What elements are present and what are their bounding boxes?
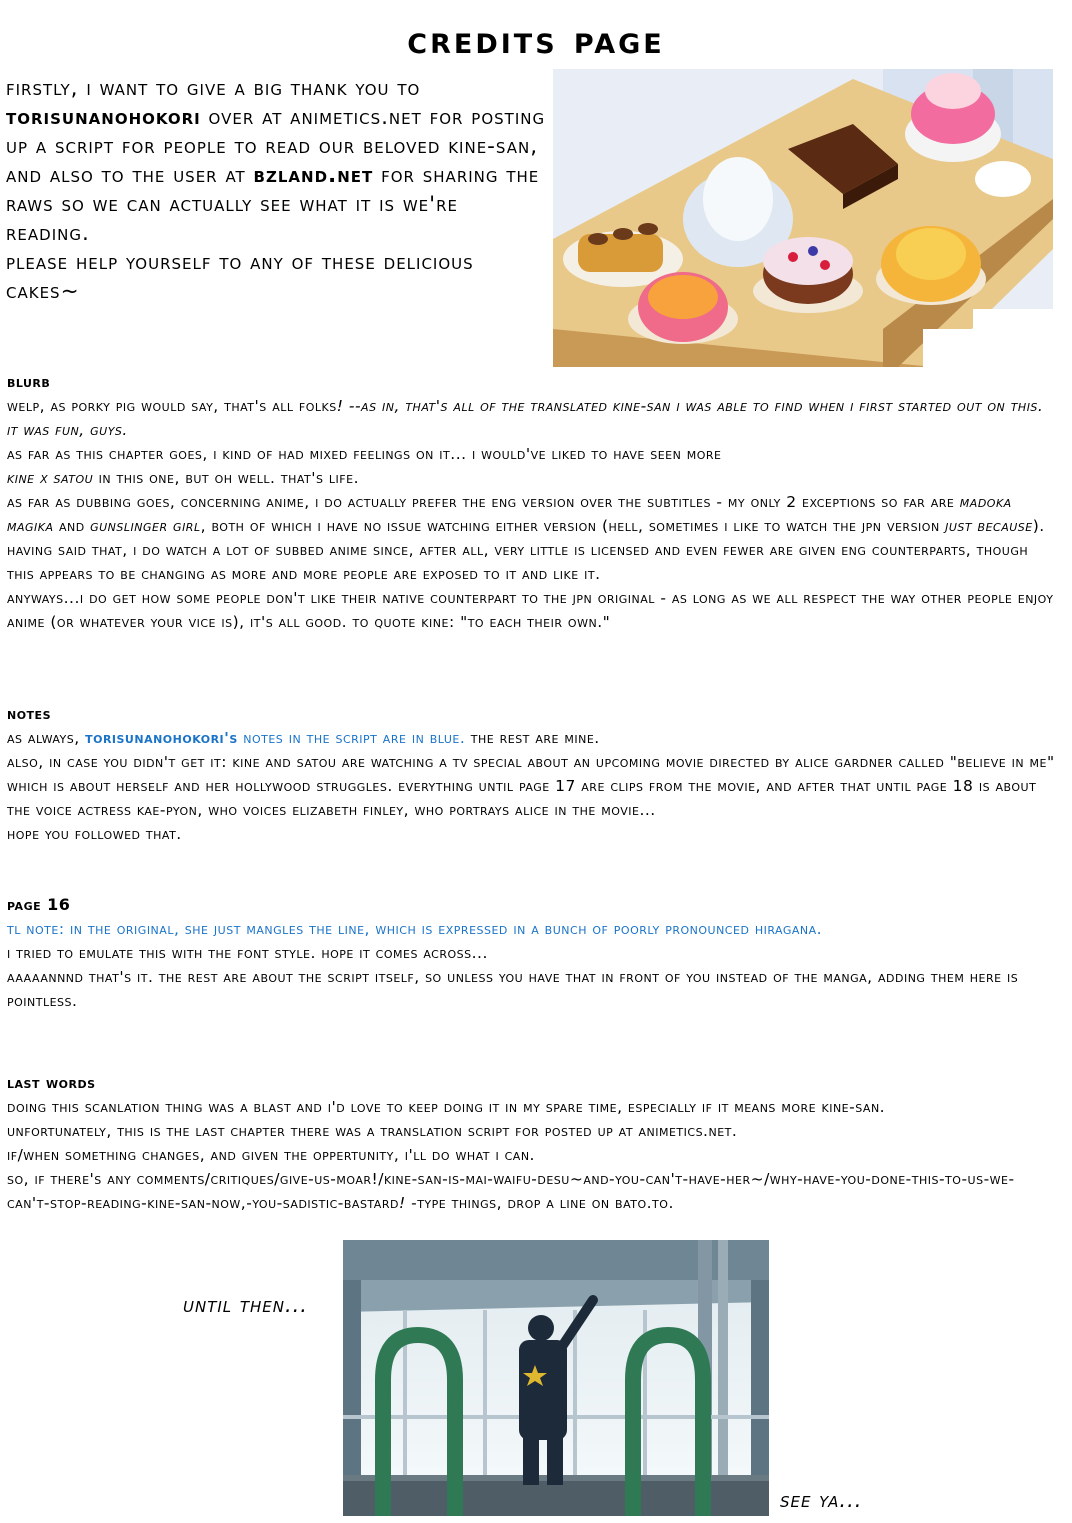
blurb-line-4a: as far as dubbing goes, concerning anime, i do actually prefer the eng version over the subtitles - my only 2 exceptions so far are: [7, 493, 960, 511]
notes-section: [7, 702, 1057, 846]
blurb-line-3b: in this one, but oh well. that's life.: [93, 469, 359, 487]
raw-site-name: bzland.net: [253, 163, 374, 188]
notes-line-1d: the rest are mine.: [465, 729, 600, 747]
farewell-image: [343, 1240, 769, 1516]
last-words-paragraph-2: unfortunately, this is the last chapter there was a translation script for posted up at animetics.net.: [7, 1122, 738, 1140]
blurb-heading: blurb: [7, 372, 51, 391]
intro-text: [6, 74, 546, 306]
blurb-paragraph-2: [7, 442, 1057, 490]
last-words-line-4b: !: [398, 1194, 406, 1212]
last-words-paragraph-1: doing this scanlation thing was a blast and i'd love to keep doing it in my spare time, especially if it means more kine-san.: [7, 1098, 886, 1116]
last-words-paragraph-4: [7, 1167, 1057, 1215]
notes-translator-name: torisunanohokori's: [85, 729, 238, 747]
last-words-line-4a: so, if there's any comments/critiques/give-us-moar!/kine-san-is-mai-waifu-desu~and-you-can't-have-her~/why-have-you-done-this-to-us-we-can't-stop-reading-kine-san-now,-you-sadistic-bastard: [7, 1170, 1015, 1212]
blurb-paragraph-1: [7, 394, 1057, 442]
notes-line-1c: notes in the script are in blue.: [237, 729, 466, 747]
cakes-image: [553, 69, 1053, 367]
notes-line-1a: as always,: [7, 729, 86, 747]
page16-section: [7, 893, 1057, 1013]
page16-paragraph-3: aaaaannnd that's it. the rest are about the script itself, so unless you have that in front of you instead of the manga, adding them here is pointless.: [7, 968, 1019, 1010]
blurb-line-2: as far as this chapter goes, i kind of had mixed feelings on it... i would've liked to have seen more: [7, 445, 722, 463]
blurb-title-gunslinger: gunslinger girl: [90, 517, 201, 535]
page16-paragraph-2: i tried to emulate this with the font style. hope it comes across...: [7, 944, 488, 962]
last-words-paragraph-3: if/when something changes, and given the oppertunity, i'll do what i can.: [7, 1146, 535, 1164]
page-title: credits page: [407, 18, 665, 62]
blurb-line-4e: , both of which i have no issue watching either version (hell, sometimes i like to watch the jpn version: [200, 517, 946, 535]
blurb-paragraph-3: [7, 490, 1057, 586]
notes-heading: notes: [7, 704, 51, 723]
last-words-heading: last words: [7, 1073, 96, 1092]
blurb-pairing: kine x satou: [7, 469, 94, 487]
last-words-section: [7, 1071, 1057, 1215]
blurb-just-because: just because: [945, 517, 1033, 535]
page16-tl-note: tl note: in the original, she just mangles the line, which is expressed in a bunch of poorly pronounced hiragana.: [7, 920, 823, 938]
blurb-paragraph-4: anyways...i do get how some people don't like their native counterpart to the jpn original - as long as we all respect the way other people enjoy anime (or whatever your vice is), it's all good. to quote kine: "to each their own.": [7, 589, 1054, 631]
until-then-text: until then...: [183, 1293, 308, 1317]
last-words-line-4c: -type things, drop a line on bato.to.: [405, 1194, 674, 1212]
blurb-title-madoka: madoka magika: [7, 493, 1012, 535]
blurb-line-1b: ! --as in, that's all of the translated kine-san i was able to find when i first started out on this. it was fun, guys.: [7, 397, 1044, 439]
notes-paragraph-3: hope you followed that.: [7, 825, 182, 843]
intro-line-1: firstly, i want to give a big thank you to: [6, 76, 421, 101]
notes-paragraph-2: also, in case you didn't get it: kine and satou are watching a tv special about an upcoming movie directed by alice gardner called "believe in me" which is about herself and her hollywood struggles. everything until page 17 are clips from the movie, and after that until page 18 is about the voice actress kae-pyon, who voices elizabeth finley, who portrays alice in the movie...: [7, 753, 1055, 819]
blurb-section: [7, 370, 1057, 634]
blurb-line-1a: welp, as porky pig would say, that's all folks: [7, 397, 337, 415]
notes-paragraph-1: [7, 726, 1057, 750]
page16-heading: page 16: [7, 895, 71, 914]
blurb-line-4g: ). having said that, i do watch a lot of subbed anime since, after all, very little is licensed and even fewer are given eng counterparts, though this appears to be changing as more and more people are exposed to it and like it.: [7, 517, 1045, 583]
blurb-line-4c: and: [53, 517, 91, 535]
intro-cakes-line: please help yourself to any of these delicious cakes~: [6, 250, 474, 304]
see-ya-text: see ya...: [780, 1488, 863, 1512]
intro-line-2: over at animetics.net for posting up a script for people to read our beloved kine-san, and also to the user at: [6, 105, 546, 188]
translator-name: torisunanohokori: [6, 105, 201, 130]
intro-line-3: for sharing the raws so we can actually see what it is we're reading.: [6, 163, 540, 246]
